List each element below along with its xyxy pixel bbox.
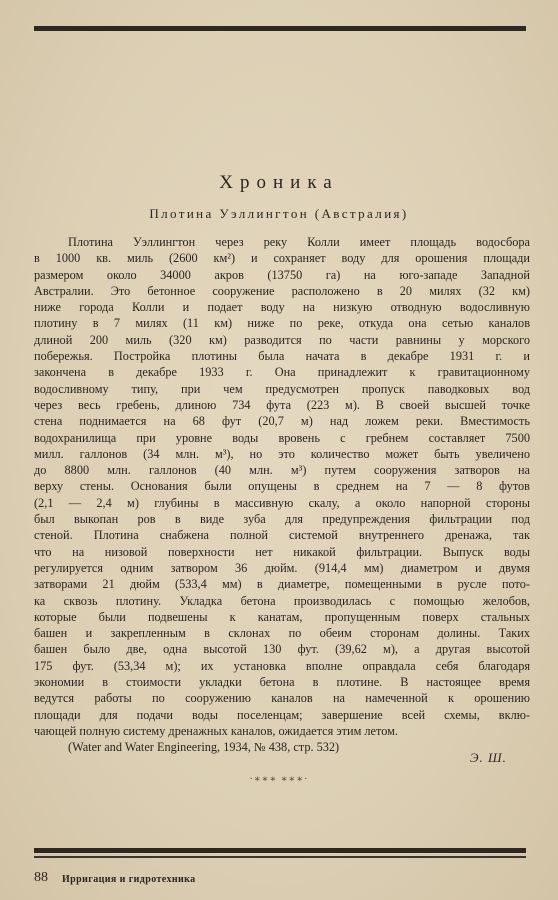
article-line: ведутся работы по сооружению каналов на намеченной к орошению (34, 691, 530, 706)
page-number: 88 (34, 870, 48, 885)
article-line: чающей полную систему дренажных каналов, ожидается этим летом. (34, 723, 399, 738)
article-line: Австралии. Это бетонное сооружение расположено в 20 милях (32 км) (34, 283, 530, 298)
article-line: закончена в декабре 1933 г. Она принадлежит к гравитационному (34, 365, 530, 380)
article-line: плотину в 7 милях (11 км) ниже по реке, откуда она сетью каналов (34, 316, 530, 331)
section-title: Хроника (219, 172, 339, 193)
article-line: до 8800 млн. галлонов (40 млн. м³) путем сооружения затворов на (34, 463, 530, 478)
article-line: размером около 34000 акров (13750 га) на юго-западе Западной (34, 267, 530, 282)
article-line: милл. галлонов (34 млн. м³), но это количество может быть увеличено (34, 446, 530, 461)
article-line: побережья. Постройка плотины была начата в декабре 1931 г. и (34, 349, 530, 364)
article-line: длиной 200 миль (320 км) разводится по части равнины у морского (34, 332, 530, 347)
article-line: башен и закрепленным в склонах по обеим сторонам долины. Таких (34, 626, 530, 641)
article-line: в 1000 кв. миль (2600 км²) и сохраняет воду для орошения площади (34, 251, 530, 266)
article-line: стена поднимается на 68 фут (20,7 м) над ложем реки. Вместимость (34, 414, 530, 429)
top-rule (34, 26, 526, 31)
article-line: стеной. Плотина снабжена полной системой внутреннего дренажа, так (34, 528, 530, 543)
article-line: (2,1 — 2,4 м) глубины в массивную скалу, а около напорной стороны (34, 495, 530, 510)
article-line: 175 фут. (53,34 м); их установка вполне оправдала себя благодаря (34, 658, 530, 673)
article-line: верху стены. Основания были опущены в среднем на 7 — 8 футов (34, 479, 530, 494)
bottom-rule-thin (34, 856, 526, 858)
article-body (34, 234, 530, 756)
article-line: через весь гребень, длиною 734 фута (223 м). В своей высшей точке (34, 397, 530, 412)
article-line: водосливному типу, при чем предусмотрен пропуск паводковых вод (34, 381, 530, 396)
running-footer-journal: Ирригация и гидротехника (62, 874, 196, 885)
bottom-rule-thick (34, 848, 526, 853)
article-line: регулируется одним затвором 36 дюйм. (914,4 мм) диаметром и двумя (34, 560, 530, 575)
article-line: водохранилища при уровне воды вровень с гребнем составляет 7500 (34, 430, 530, 445)
author-signature: Э. Ш. (470, 750, 507, 765)
article-line: был выкопан ров в виде зуба для предупреждения фильтрации под (34, 512, 530, 527)
source-citation: (Water and Water Engineering, 1934, № 438, стр. 532) (68, 740, 340, 755)
article-line: что на низовой поверхности нет никакой фильтрации. Выпуск воды (34, 544, 530, 559)
article-line: экономии в стоимости укладки бетона в плотине. В настоящее время (34, 675, 530, 690)
article-line: ниже города Колли и подает воду на низкую отводную водосливную (34, 300, 530, 315)
article-subtitle: Плотина Уэллингтон (Австралия) (149, 206, 409, 221)
article-line: башен было две, одна высотой 130 фут. (39,62 м), а другая высотой (34, 642, 530, 657)
article-line: затворами 21 дюйм (533,4 мм) в диаметре, помещенными в русле пото- (34, 577, 530, 592)
article-line: которые были подвешены к канатам, пропущенным поверх стальных (34, 609, 530, 624)
article-line: площади для подачи воды поселенцам; завершение всей схемы, вклю- (34, 707, 530, 722)
end-ornament: ·∗∗∗ ∗∗∗· (249, 774, 309, 785)
article-line: Плотина Уэллингтон через реку Колли имеет площадь водосбора (68, 235, 530, 249)
article-line: ка сквозь плотину. Укладка бетона производилась с помощью желобов, (34, 593, 530, 608)
